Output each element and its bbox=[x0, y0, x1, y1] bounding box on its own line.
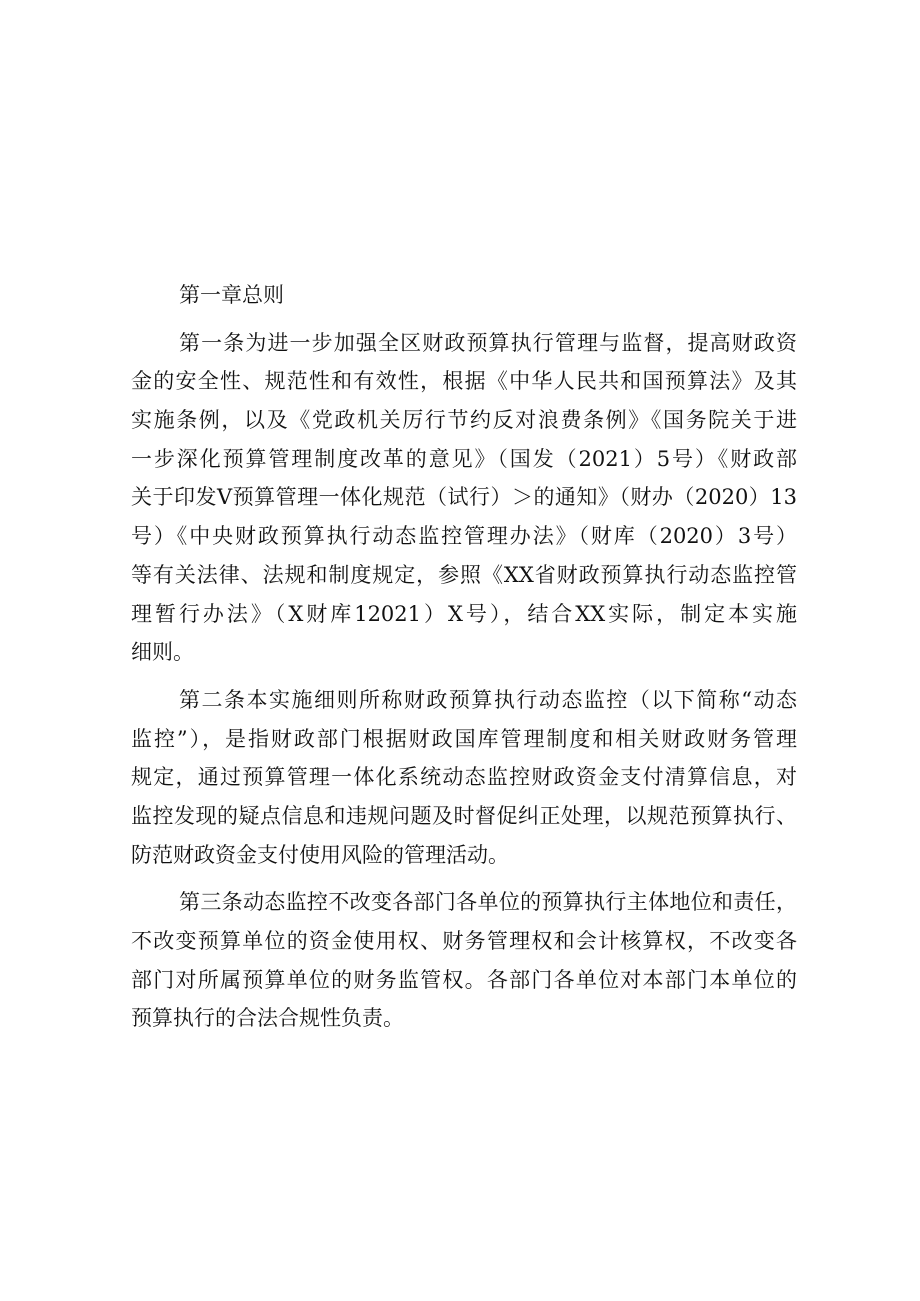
article-1-line: 等有关法律、法规和制度规定，参照《XX省财政预算执行动态监控管 bbox=[131, 562, 797, 587]
article-2 bbox=[131, 681, 797, 874]
article-3-line: 第三条动态监控不改变各部门各单位的预算执行主体地位和责任， bbox=[179, 890, 797, 915]
article-1-line: 一步深化预算管理制度改革的意见》（国发（2021）5号）《财政部 bbox=[131, 446, 797, 471]
article-1-line: 金的安全性、规范性和有效性，根据《中华人民共和国预算法》及其 bbox=[131, 369, 797, 394]
article-1-line: 理暂行办法》（X财库12021）X号），结合XX实际，制定本实施 bbox=[131, 601, 797, 626]
article-2-line: 第二条本实施细则所称财政预算执行动态监控（以下简称“动态 bbox=[179, 687, 797, 712]
article-1-line: 号）《中央财政预算执行动态监控管理办法》（财库（2020）3号） bbox=[131, 524, 797, 549]
article-1-line: 细则。 bbox=[131, 640, 194, 665]
article-3-line: 不改变预算单位的资金使用权、财务管理权和会计核算权，不改变各 bbox=[131, 929, 797, 954]
article-2-line: 防范财政资金支付使用风险的管理活动。 bbox=[131, 842, 509, 867]
article-1-line: 第一条为进一步加强全区财政预算执行管理与监督，提高财政资 bbox=[179, 330, 797, 355]
chapter-title: 第一章总则 bbox=[179, 283, 284, 307]
article-2-line: 规定，通过预算管理一体化系统动态监控财政资金支付清算信息，对 bbox=[131, 765, 797, 790]
article-3-line: 部门对所属预算单位的财务监管权。各部门各单位对本部门本单位的 bbox=[131, 967, 797, 992]
article-2-line: 监控”），是指财政部门根据财政国库管理制度和相关财政财务管理 bbox=[131, 726, 797, 751]
article-1-line: 实施条例，以及《党政机关厉行节约反对浪费条例》《国务院关于进 bbox=[131, 408, 797, 433]
document-body bbox=[131, 276, 797, 1047]
article-1-line: 关于印发V预算管理一体化规范（试行）＞的通知》（财办（2020）13 bbox=[131, 485, 797, 510]
article-3-line: 预算执行的合法合规性负责。 bbox=[131, 1006, 404, 1031]
article-3 bbox=[131, 883, 797, 1038]
article-2-line: 监控发现的疑点信息和违规问题及时督促纠正处理，以规范预算执行、 bbox=[131, 803, 797, 828]
article-1 bbox=[131, 324, 797, 672]
